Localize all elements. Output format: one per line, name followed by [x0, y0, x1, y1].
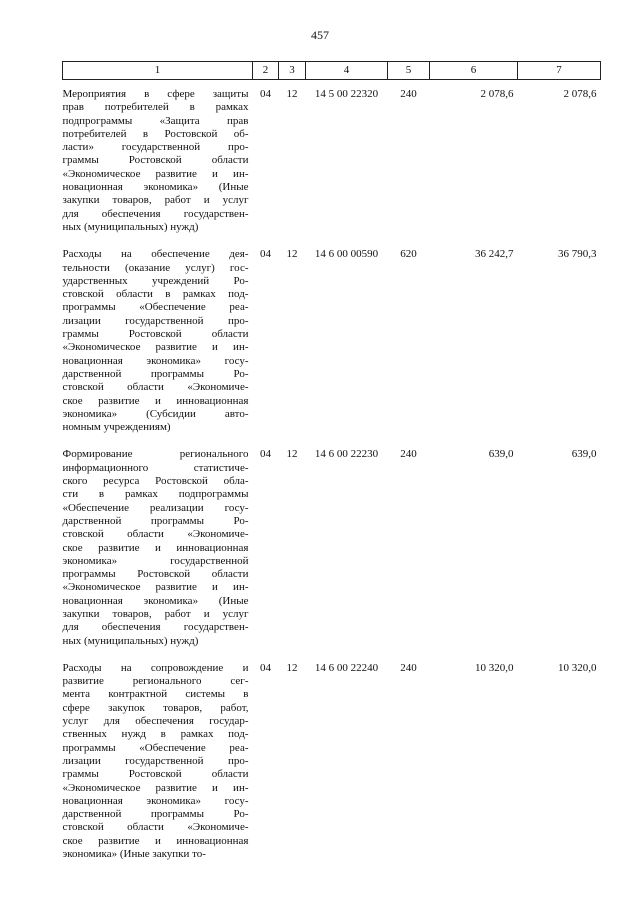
- description-line: услуг для обеспечения государ-: [62, 715, 249, 728]
- column-header: 1: [63, 62, 253, 80]
- description-line: Расходы на обеспечение дея-: [62, 248, 249, 261]
- description-line: программы «Обеспечение реа-: [62, 741, 249, 754]
- description-line: «Экономическое развитие и ин-: [62, 167, 249, 180]
- description-line: новационная экономика» (Иные: [62, 181, 249, 194]
- description-line: лизации государственной про-: [62, 314, 249, 327]
- column-header: 6: [430, 62, 518, 80]
- column-header: 7: [518, 62, 601, 80]
- description-line: номным учреждениям): [62, 421, 171, 434]
- description-line: экономика» государственной: [62, 554, 249, 567]
- description-line: Расходы на сопровождение и: [62, 661, 249, 674]
- table-row: [63, 443, 601, 656]
- description-line: ское развитие и инновационная: [62, 394, 249, 407]
- description-line: граммы Ростовской области: [62, 328, 249, 341]
- amount-year-2: 36 790,3: [558, 248, 597, 261]
- subsection-code: 12: [286, 661, 298, 674]
- description-line: программы Ростовской области: [62, 568, 249, 581]
- section-code: 04: [260, 448, 271, 461]
- amount-year-1: 639,0: [488, 448, 514, 461]
- description-line: стовской области в рамках под-: [62, 288, 249, 301]
- expense-description: [63, 443, 253, 656]
- column-header: 5: [388, 62, 430, 80]
- subsection-code: 12: [286, 448, 298, 461]
- description-line: граммы Ростовской области: [62, 154, 249, 167]
- subsection-code: 12: [286, 248, 298, 261]
- description-line: «Обеспечение реализации госу-: [62, 501, 249, 514]
- subsection-code: 12: [286, 88, 298, 100]
- expense-type-code: 240: [400, 661, 417, 674]
- expense-type-code: 620: [400, 248, 417, 261]
- description-line: развитие регионального сег-: [62, 675, 249, 688]
- description-line: новационная экономика» госу-: [62, 794, 249, 807]
- description-line: стовской области «Экономиче-: [62, 821, 249, 834]
- budget-table: [62, 61, 601, 870]
- description-line: дарственной программы Ро-: [62, 367, 249, 380]
- amount-year-2: 639,0: [571, 448, 597, 461]
- description-line: новационная экономика» (Иные: [62, 594, 249, 607]
- description-line: «Экономическое развитие и ин-: [62, 341, 249, 354]
- description-line: ласти» государственной про-: [62, 141, 249, 154]
- expense-description: [63, 80, 253, 244]
- target-article-code: 14 6 00 22240: [314, 661, 379, 674]
- section-code: 04: [260, 248, 271, 261]
- description-line: для обеспечения государствен-: [62, 621, 249, 634]
- target-article-code: 14 6 00 22230: [314, 448, 379, 461]
- description-line: стовской области «Экономиче-: [62, 381, 249, 394]
- description-line: ское развитие и инновационная: [62, 834, 249, 847]
- amount-year-2: 10 320,0: [558, 661, 597, 674]
- table-header-row: [63, 62, 601, 80]
- expense-description: [63, 657, 253, 870]
- description-line: дарственной программы Ро-: [62, 808, 249, 821]
- amount-year-2: 2 078,6: [563, 88, 597, 100]
- section-code: 04: [260, 88, 271, 100]
- amount-year-1: 10 320,0: [475, 661, 514, 674]
- description-line: закупки товаров, работ и услуг: [62, 194, 249, 207]
- expense-type-code: 240: [400, 88, 417, 100]
- description-line: «Экономическое развитие и ин-: [62, 781, 249, 794]
- table-row: [63, 80, 601, 244]
- amount-year-1: 36 242,7: [475, 248, 514, 261]
- column-header: 4: [306, 62, 388, 80]
- description-line: ское развитие и инновационная: [62, 541, 249, 554]
- description-line: стовской области «Экономиче-: [62, 528, 249, 541]
- description-line: тельности (оказание услуг) гос-: [62, 261, 249, 274]
- description-line: сфере закупок товаров, работ,: [62, 701, 249, 714]
- description-line: мента контрактной системы в: [62, 688, 249, 701]
- description-line: новационная экономика» госу-: [62, 354, 249, 367]
- description-line: ных (муниципальных) нужд): [62, 220, 199, 233]
- page-number: 457: [311, 28, 329, 42]
- table-row: [63, 243, 601, 443]
- description-line: экономика» (Иные закупки то-: [62, 848, 206, 861]
- description-line: экономика» (Субсидии авто-: [62, 407, 249, 420]
- section-code: 04: [260, 661, 271, 674]
- target-article-code: 14 6 00 00590: [314, 248, 379, 261]
- table-row: [63, 657, 601, 870]
- description-line: подпрограммы «Защита прав: [62, 114, 249, 127]
- description-line: ского ресурса Ростовской обла-: [62, 475, 249, 488]
- description-line: граммы Ростовской области: [62, 768, 249, 781]
- description-line: программы «Обеспечение реа-: [62, 301, 249, 314]
- description-line: сти в рамках подпрограммы: [62, 488, 249, 501]
- description-line: ударственных учреждений Ро-: [62, 274, 249, 287]
- target-article-code: 14 5 00 22320: [314, 88, 379, 100]
- description-line: «Экономическое развитие и ин-: [62, 581, 249, 594]
- expense-type-code: 240: [400, 448, 417, 461]
- amount-year-1: 2 078,6: [480, 88, 514, 100]
- description-line: ных (муниципальных) нужд): [62, 634, 199, 647]
- description-line: потребителей в Ростовской об-: [62, 127, 249, 140]
- column-header: 2: [253, 62, 279, 80]
- description-line: Мероприятия в сфере защиты: [62, 88, 249, 100]
- column-header: 3: [279, 62, 306, 80]
- description-line: Формирование регионального: [62, 448, 249, 461]
- expense-description: [63, 243, 253, 443]
- description-line: для обеспечения государствен-: [62, 207, 249, 220]
- description-line: лизации государственной про-: [62, 754, 249, 767]
- description-line: закупки товаров, работ и услуг: [62, 607, 249, 620]
- description-line: информационного статистиче-: [62, 461, 249, 474]
- description-line: дарственной программы Ро-: [62, 514, 249, 527]
- description-line: ственных нужд в рамках под-: [62, 728, 249, 741]
- description-line: прав потребителей в рамках: [62, 101, 249, 114]
